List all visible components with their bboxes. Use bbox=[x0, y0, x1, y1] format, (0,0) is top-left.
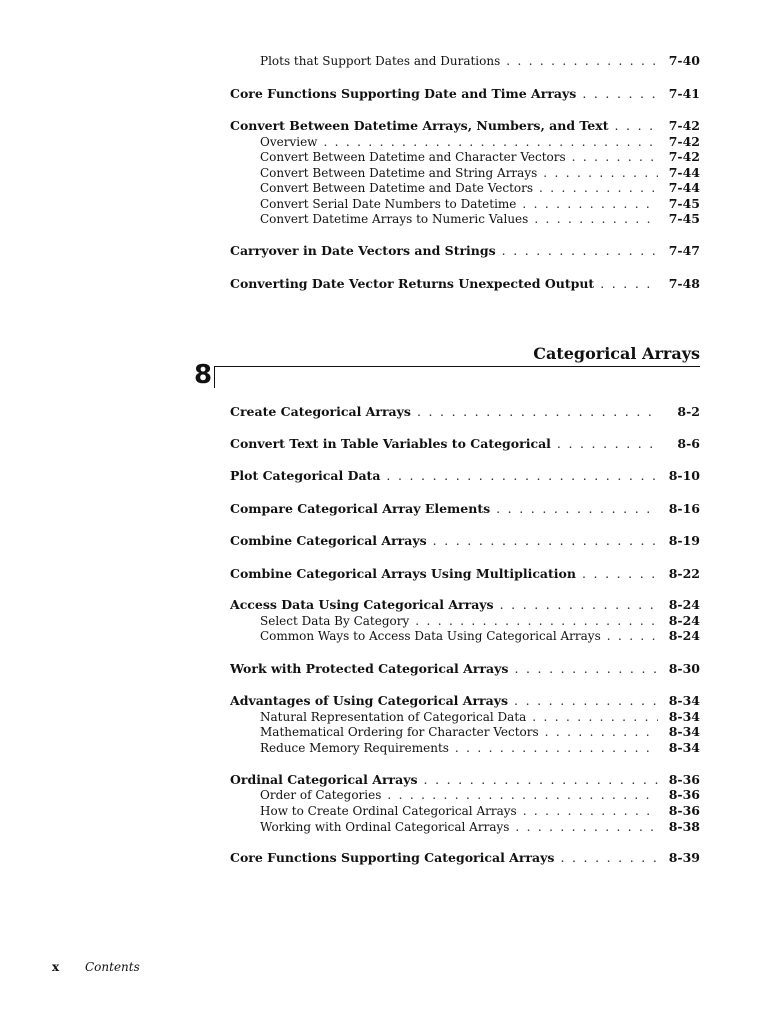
toc-leader-dots bbox=[490, 501, 658, 516]
toc-subentry[interactable] bbox=[230, 628, 700, 646]
toc-entry-page: 7-42 bbox=[668, 134, 700, 149]
toc-entry-page: 8-10 bbox=[668, 468, 700, 483]
toc-entry-title: Convert Text in Table Variables to Categorical bbox=[230, 436, 551, 451]
toc-entry-title: Mathematical Ordering for Character Vectors bbox=[260, 725, 539, 739]
toc-entry[interactable] bbox=[230, 661, 700, 679]
toc-entry-page: 7-42 bbox=[668, 149, 700, 164]
toc-entry-title: Reduce Memory Requirements bbox=[260, 741, 449, 755]
toc-entry-title: Core Functions Supporting Categorical Arrays bbox=[230, 850, 555, 865]
toc-entry-page: 8-19 bbox=[668, 533, 700, 548]
toc-leader-dots bbox=[594, 276, 658, 291]
toc-entry-page: 7-45 bbox=[668, 211, 700, 226]
toc-leader-dots bbox=[551, 436, 658, 451]
page-footer bbox=[52, 960, 140, 974]
toc-entry-page: 8-38 bbox=[668, 819, 700, 834]
toc-entry[interactable] bbox=[230, 850, 700, 868]
toc-entry-title: Combine Categorical Arrays bbox=[230, 533, 427, 548]
toc-leader-dots bbox=[409, 614, 658, 628]
footer-label: Contents bbox=[84, 960, 140, 974]
toc-entry-page: 8-34 bbox=[668, 724, 700, 739]
toc-entry-page: 7-44 bbox=[668, 180, 700, 195]
toc-entry-title: Natural Representation of Categorical Data bbox=[260, 710, 527, 724]
toc-leader-dots bbox=[380, 468, 658, 483]
toc-leader-dots bbox=[509, 820, 658, 834]
toc-entry[interactable] bbox=[230, 276, 700, 294]
toc-entry-page: 8-39 bbox=[668, 850, 700, 865]
toc-entry[interactable] bbox=[230, 468, 700, 486]
toc-leader-dots bbox=[601, 629, 658, 643]
toc-leader-dots bbox=[576, 566, 658, 581]
toc-entry-page: 8-30 bbox=[668, 661, 700, 676]
toc-entry[interactable] bbox=[230, 243, 700, 261]
toc-entry[interactable] bbox=[230, 501, 700, 519]
toc-entry-title: Access Data Using Categorical Arrays bbox=[230, 597, 494, 612]
toc-entry-page: 7-44 bbox=[668, 165, 700, 180]
toc-entry-title: Create Categorical Arrays bbox=[230, 404, 411, 419]
toc-entry-page: 8-24 bbox=[668, 613, 700, 628]
toc-entry-page: 8-22 bbox=[668, 566, 700, 581]
toc-leader-dots bbox=[539, 725, 658, 739]
toc-subentry[interactable] bbox=[230, 740, 700, 758]
toc-entry-page: 8-2 bbox=[677, 404, 700, 419]
toc-entry-page: 7-41 bbox=[668, 86, 700, 101]
toc-entry-page: 7-40 bbox=[668, 53, 700, 68]
toc-leader-dots bbox=[427, 533, 658, 548]
toc-leader-dots bbox=[516, 197, 658, 211]
chapter-rule bbox=[214, 366, 700, 367]
toc-entry-page: 8-24 bbox=[668, 597, 700, 612]
toc-entry-title: Order of Categories bbox=[260, 788, 382, 802]
toc-entry-title: Combine Categorical Arrays Using Multiplication bbox=[230, 566, 576, 581]
toc-leader-dots bbox=[508, 661, 658, 676]
toc-entry-title: Convert Datetime Arrays to Numeric Values bbox=[260, 212, 529, 226]
toc-entry-title: Convert Between Datetime Arrays, Numbers, and Text bbox=[230, 118, 609, 133]
chapter-title: Categorical Arrays bbox=[533, 344, 700, 363]
toc-entry-page: 8-34 bbox=[668, 740, 700, 755]
toc-entry-title: Convert Between Datetime and Character Vectors bbox=[260, 150, 566, 164]
toc-leader-dots bbox=[528, 212, 658, 226]
chapter-number: 8 bbox=[194, 360, 213, 390]
toc-entry[interactable] bbox=[230, 86, 700, 104]
toc-subentry[interactable] bbox=[230, 53, 700, 71]
toc-entry-page: 8-34 bbox=[668, 709, 700, 724]
toc-entry-title: Compare Categorical Array Elements bbox=[230, 501, 491, 516]
toc-entry[interactable] bbox=[230, 566, 700, 584]
toc-leader-dots bbox=[494, 597, 658, 612]
toc-leader-dots bbox=[418, 772, 658, 787]
toc-entry-title: Work with Protected Categorical Arrays bbox=[230, 661, 509, 676]
toc-entry[interactable] bbox=[230, 436, 700, 454]
toc-entry-page: 8-6 bbox=[677, 436, 700, 451]
toc-entry[interactable] bbox=[230, 533, 700, 551]
chapter-rule-tick bbox=[214, 366, 215, 388]
toc-entry-page: 7-48 bbox=[668, 276, 700, 291]
toc-leader-dots bbox=[517, 804, 658, 818]
toc-entry-page: 8-16 bbox=[668, 501, 700, 516]
toc-entry-title: Plot Categorical Data bbox=[230, 468, 381, 483]
toc-entry[interactable] bbox=[230, 404, 700, 422]
toc-entry-page: 7-47 bbox=[668, 243, 700, 258]
toc-entry-title: Core Functions Supporting Date and Time Arrays bbox=[230, 86, 577, 101]
footer-page-number: x bbox=[52, 960, 60, 974]
toc-leader-dots bbox=[449, 741, 658, 755]
toc-subentry[interactable] bbox=[230, 819, 700, 837]
toc-entry-title: Converting Date Vector Returns Unexpected Output bbox=[230, 276, 595, 291]
toc-entry-title: Convert Between Datetime and String Arrays bbox=[260, 166, 538, 180]
toc-leader-dots bbox=[317, 135, 658, 149]
toc-leader-dots bbox=[566, 150, 658, 164]
toc-entry-page: 8-34 bbox=[668, 693, 700, 708]
toc-leader-dots bbox=[508, 693, 658, 708]
toc-entry-title: How to Create Ordinal Categorical Arrays bbox=[260, 804, 517, 818]
toc-entry-page: 8-24 bbox=[668, 628, 700, 643]
toc-leader-dots bbox=[500, 54, 658, 68]
toc-leader-dots bbox=[496, 243, 658, 258]
toc-entry-title: Common Ways to Access Data Using Categorical Arrays bbox=[260, 629, 601, 643]
toc-entry-page: 8-36 bbox=[668, 787, 700, 802]
toc-entry-title: Overview bbox=[260, 135, 318, 149]
toc-entry-title: Advantages of Using Categorical Arrays bbox=[230, 693, 509, 708]
toc-leader-dots bbox=[537, 166, 658, 180]
toc-leader-dots bbox=[554, 850, 658, 865]
toc-entry-page: 8-36 bbox=[668, 803, 700, 818]
toc-entry-page: 8-36 bbox=[668, 772, 700, 787]
toc-entry-title: Convert Between Datetime and Date Vectors bbox=[260, 181, 534, 195]
toc-leader-dots bbox=[533, 181, 658, 195]
toc-entry-page: 7-45 bbox=[668, 196, 700, 211]
toc-entry-title: Ordinal Categorical Arrays bbox=[230, 772, 418, 787]
toc-entry-page: 7-42 bbox=[668, 118, 700, 133]
toc-leader-dots bbox=[381, 788, 658, 802]
toc-leader-dots bbox=[526, 710, 658, 724]
toc-entry-title: Convert Serial Date Numbers to Datetime bbox=[260, 197, 517, 211]
toc-leader-dots bbox=[411, 404, 658, 419]
toc-entry-title: Select Data By Category bbox=[260, 614, 410, 628]
toc-leader-dots bbox=[576, 86, 658, 101]
toc-leader-dots bbox=[608, 118, 658, 133]
toc-subentry[interactable] bbox=[230, 211, 700, 229]
toc-entry-title: Carryover in Date Vectors and Strings bbox=[230, 243, 496, 258]
toc-entry-title: Plots that Support Dates and Durations bbox=[260, 54, 501, 68]
toc-entry-title: Working with Ordinal Categorical Arrays bbox=[260, 820, 510, 834]
